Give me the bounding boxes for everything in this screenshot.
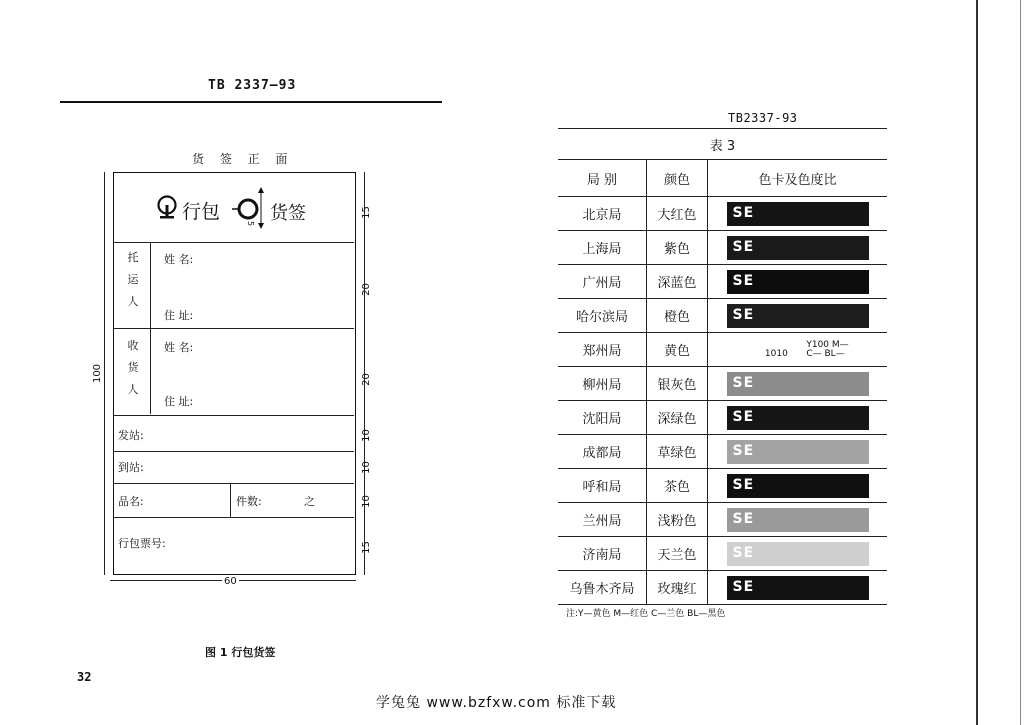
color-name-cell: 大红色 xyxy=(647,197,708,231)
color-card-cell xyxy=(708,299,888,333)
page-number: 32 xyxy=(77,670,92,684)
se-mark: SE xyxy=(732,408,755,425)
dim-label: 10 xyxy=(360,461,372,474)
se-mark: SE xyxy=(732,306,755,323)
label-front-title: 货 签 正 面 xyxy=(192,152,294,166)
receiver-address-label: 住 址: xyxy=(164,395,194,408)
bureau-cell: 乌鲁木齐局 xyxy=(558,571,647,605)
color-swatch xyxy=(727,202,869,226)
se-mark: SE xyxy=(732,578,755,595)
item-name-label: 品名: xyxy=(118,495,144,508)
color-name-cell: 深绿色 xyxy=(647,401,708,435)
color-swatch xyxy=(727,304,869,328)
column-header: 色卡及色度比 xyxy=(708,160,888,197)
se-mark: SE xyxy=(732,272,755,289)
header-rule xyxy=(60,101,442,103)
column-header: 局 别 xyxy=(558,160,647,197)
table-header-row xyxy=(558,160,887,197)
bureau-cell: 呼和局 xyxy=(558,469,647,503)
color-card-cell xyxy=(708,231,888,265)
table-row xyxy=(558,401,887,435)
table-row xyxy=(558,299,887,333)
width-dimension-label: 60 xyxy=(224,576,237,587)
piece-count-label: 件数: xyxy=(236,495,262,508)
color-name-cell: 黄色 xyxy=(647,333,708,367)
logo-dim-label: 5 xyxy=(246,220,256,227)
color-swatch xyxy=(727,474,869,498)
table-row xyxy=(558,435,887,469)
color-card-cell xyxy=(708,571,888,605)
color-swatch xyxy=(727,508,869,532)
color-swatch xyxy=(727,236,869,260)
se-mark: SE xyxy=(732,476,755,493)
table-caption: 表 3 xyxy=(558,129,887,160)
depart-station-label: 发站: xyxy=(118,429,144,442)
color-card-cell xyxy=(708,367,888,401)
bureau-cell: 广州局 xyxy=(558,265,647,299)
dim-label: 10 xyxy=(360,495,372,508)
receiver-name-label: 姓 名: xyxy=(164,341,194,354)
color-swatch xyxy=(727,440,869,464)
arrive-station-label: 到站: xyxy=(118,461,144,474)
color-name-cell: 橙色 xyxy=(647,299,708,333)
divider xyxy=(114,451,354,452)
table-row xyxy=(558,231,887,265)
logo-text-left: 行包 xyxy=(182,201,221,223)
color-swatch xyxy=(727,542,869,566)
color-card-cell xyxy=(708,197,888,231)
table-row xyxy=(558,367,887,401)
bureau-cell: 沈阳局 xyxy=(558,401,647,435)
height-dimension-label: 100 xyxy=(92,363,104,384)
dim-label: 15 xyxy=(360,206,372,219)
shipper-label: 托 运 人 xyxy=(127,251,139,308)
color-name-cell: 紫色 xyxy=(647,231,708,265)
bureau-cell: 济南局 xyxy=(558,537,647,571)
color-swatch xyxy=(727,576,869,600)
se-mark: SE xyxy=(732,204,755,221)
yellow-code: 1010 xyxy=(764,348,788,359)
dimension-arrow-icon xyxy=(258,187,264,233)
divider xyxy=(114,517,354,518)
se-mark: SE xyxy=(732,544,755,561)
ticket-number-label: 行包票号: xyxy=(118,537,166,550)
figure-caption: 图 1 行包货签 xyxy=(205,646,276,659)
color-name-cell: 浅粉色 xyxy=(647,503,708,537)
color-card-cell xyxy=(708,435,888,469)
dim-label: 10 xyxy=(360,429,372,442)
yellow-ratio-line: C— BL— xyxy=(806,348,845,359)
color-name-cell: 银灰色 xyxy=(647,367,708,401)
table-row xyxy=(558,571,887,605)
bureau-cell: 郑州局 xyxy=(558,333,647,367)
color-card-cell xyxy=(708,265,888,299)
color-swatch xyxy=(727,372,869,396)
logo-text-right: 货签 xyxy=(270,203,306,224)
height-dimension-line xyxy=(104,172,105,575)
railway-logo-icon xyxy=(156,195,178,217)
bureau-cell: 上海局 xyxy=(558,231,647,265)
color-name-cell: 草绿色 xyxy=(647,435,708,469)
table-note: 注:Y—黄色 M—红色 C—兰色 BL—黑色 xyxy=(566,609,726,619)
left-page-header: TB 2337—93 xyxy=(208,78,297,93)
yellow-ratio-line: Y100 M— xyxy=(806,339,849,350)
color-swatch xyxy=(727,270,869,294)
divider xyxy=(230,483,231,517)
binding-edge xyxy=(976,0,978,725)
right-page-header: TB2337-93 xyxy=(728,111,798,125)
dim-label: 20 xyxy=(360,283,372,296)
bureau-cell: 哈尔滨局 xyxy=(558,299,647,333)
bureau-cell: 成都局 xyxy=(558,435,647,469)
color-swatch xyxy=(727,406,869,430)
color-name-cell: 天兰色 xyxy=(647,537,708,571)
color-card-cell xyxy=(708,333,888,367)
color-card-cell xyxy=(708,503,888,537)
shipper-address-label: 住 址: xyxy=(164,309,194,322)
se-mark: SE xyxy=(732,374,755,391)
se-mark: SE xyxy=(732,238,755,255)
color-card-cell xyxy=(708,401,888,435)
ring-icon xyxy=(230,197,260,225)
se-mark: SE xyxy=(732,510,755,527)
bureau-cell: 北京局 xyxy=(558,197,647,231)
dim-label: 20 xyxy=(360,373,372,386)
bureau-cell: 兰州局 xyxy=(558,503,647,537)
table-row xyxy=(558,469,887,503)
table-row xyxy=(558,333,887,367)
se-mark: SE xyxy=(732,442,755,459)
bureau-color-table xyxy=(558,128,887,605)
table-row xyxy=(558,537,887,571)
column-header: 颜色 xyxy=(647,160,708,197)
yellow-ratio xyxy=(806,341,848,359)
divider xyxy=(114,415,354,416)
table-row xyxy=(558,503,887,537)
color-name-cell: 玫瑰红 xyxy=(647,571,708,605)
bureau-cell: 柳州局 xyxy=(558,367,647,401)
receiver-label: 收 货 人 xyxy=(127,339,139,396)
table-row xyxy=(558,197,887,231)
divider xyxy=(114,483,354,484)
dim-label: 15 xyxy=(360,541,372,554)
binding-edge xyxy=(1020,0,1021,725)
divider xyxy=(114,328,354,329)
color-name-cell: 茶色 xyxy=(647,469,708,503)
color-card-cell xyxy=(708,469,888,503)
color-card-cell xyxy=(708,537,888,571)
table-row xyxy=(558,265,887,299)
shipper-name-label: 姓 名: xyxy=(164,253,194,266)
luggage-label-diagram xyxy=(113,172,356,575)
piece-count-suffix: 之 xyxy=(304,495,315,508)
watermark-footer: 学兔兔 www.bzfxw.com 标准下载 xyxy=(376,695,617,711)
color-name-cell: 深蓝色 xyxy=(647,265,708,299)
